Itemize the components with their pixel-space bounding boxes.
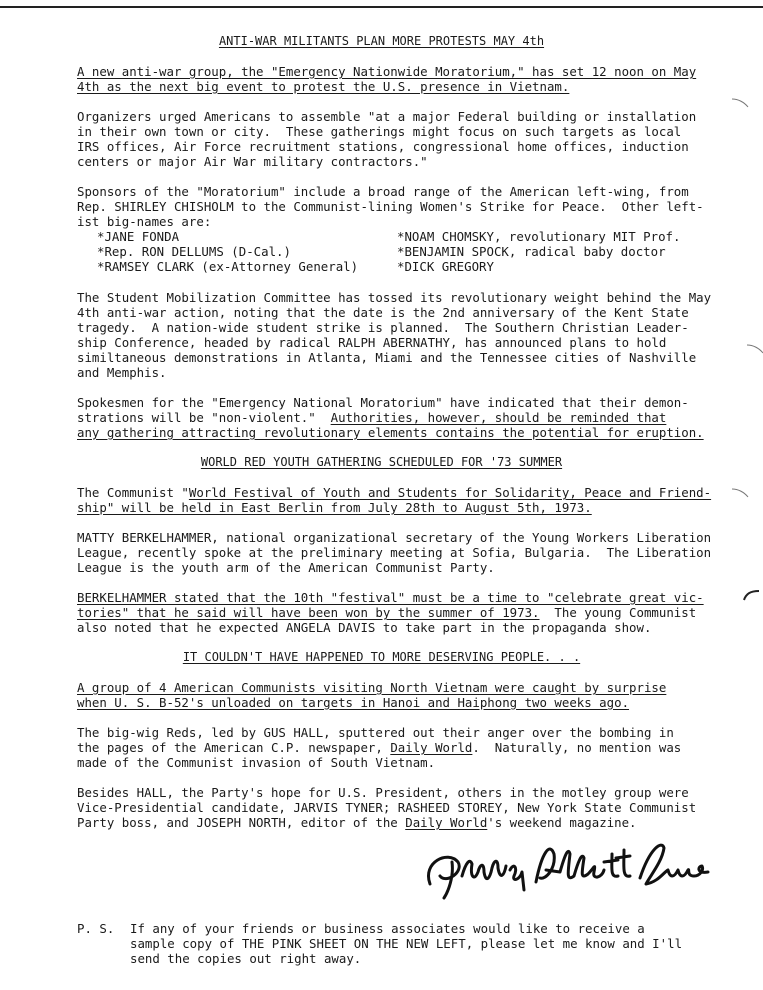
paragraph-sponsors: Sponsors of the "Moratorium" include a broad range of the American left-wing, from Rep. SHIRLEY CHISHOLM to the Communist-lining Women's Strike for Peace. Other left- ist big-names are: <box>77 184 704 229</box>
list-item: *JANE FONDA *NOAM CHOMSKY, revolutionary MIT Prof. <box>97 229 681 244</box>
paragraph-organizers: Organizers urged Americans to assemble "at a major Federal building or installation in their own town or city. These gatherings might focus on such targets as local IRS offices, Air Force recruitment stations, congressional home offices, induction centers or major Air War military contractors." <box>77 109 697 169</box>
paragraph-moratorium: A new anti-war group, the "Emergency Nationwide Moratorium," has set 12 noon on May 4th as the next big event to protest the U.S. presence in Vietnam. <box>77 64 697 94</box>
paragraph-festival-victories: BERKELHAMMER stated that the 10th "festival" must be a time to "celebrate great vic- tories" that he said will have been won by the summer of 1973. The young Communist also noted that he expected ANGELA DAVIS to take part in the propaganda show. <box>77 590 704 635</box>
margin-mark <box>740 588 762 602</box>
paragraph-communists-vietnam: A group of 4 American Communists visiting North Vietnam were caught by surprise when U. S. B-52's unloaded on targets in Hanoi and Haiphong two weeks ago. <box>77 680 667 710</box>
ps-label: P. S. <box>77 921 115 936</box>
margin-mark <box>730 96 752 110</box>
paragraph-big-wig-reds: The big-wig Reds, led by GUS HALL, sputtered out their anger over the bombing in the pages of the American C.P. newspaper, Daily World. Naturally, no mention was made of the Communist invasion of South Vietnam. <box>77 725 682 770</box>
paragraph-world-festival: The Communist "World Festival of Youth and Students for Solidarity, Peace and Friend- ship" will be held in East Berlin from July 28th to August 5th, 1973. <box>77 485 712 515</box>
paragraph-berkelhammer: MATTY BERKELHAMMER, national organizational secretary of the Young Workers Liberation League, recently spoke at the preliminary meeting at Sofia, Bulgaria. The Liberation League is the youth arm of the American Communist Party. <box>77 530 712 575</box>
list-item: *Rep. RON DELLUMS (D-Cal.) *BENJAMIN SPOCK, radical baby doctor <box>97 244 666 259</box>
paragraph-postscript: If any of your friends or business associates would like to receive a sample copy of THE PINK SHEET ON THE NEW LEFT, please let me know and I'll send the copies out right away. <box>130 921 683 966</box>
heading-deserving-people: IT COULDN'T HAVE HAPPENED TO MORE DESERVING PEOPLE. . . <box>182 650 581 664</box>
paragraph-spokesmen: Spokesmen for the "Emergency National Moratorium" have indicated that their demon- strations will be "non-violent." Authorities, however, should be reminded that any gathering attracting revolutionary elements contains the potential for eruption. <box>77 395 704 440</box>
list-item: *RAMSEY CLARK (ex-Attorney General) *DICK GREGORY <box>97 259 494 274</box>
sponsor-name-list <box>97 229 697 274</box>
paragraph-student-mobilization: The Student Mobilization Committee has tossed its revolutionary weight behind the May 4th anti-war action, noting that the date is the 2nd anniversary of the Kent State tragedy. A nation-wide student strike is planned. The Southern Christian Leader- ship Conference, headed by radical RALPH ABERNATHY, has announced plans to hold similtaneous demonstrations in Atlanta, Miami and the Tennessee cities of Nashville and Memphis. <box>77 290 712 380</box>
margin-mark <box>745 342 763 356</box>
signature <box>418 832 718 912</box>
paragraph-besides-hall: Besides HALL, the Party's hope for U.S. President, others in the motley group were Vice-Presidential candidate, JARVIS TYNER; RASHEED STOREY, New York State Communist Party boss, and JOSEPH NORTH, editor of the Daily World's weekend magazine. <box>77 785 697 830</box>
heading-antiwar: ANTI-WAR MILITANTS PLAN MORE PROTESTS MAY 4th <box>218 34 545 48</box>
heading-youth-gathering: WORLD RED YOUTH GATHERING SCHEDULED FOR '73 SUMMER <box>200 455 563 469</box>
margin-mark <box>730 486 752 500</box>
top-rule <box>0 6 763 8</box>
